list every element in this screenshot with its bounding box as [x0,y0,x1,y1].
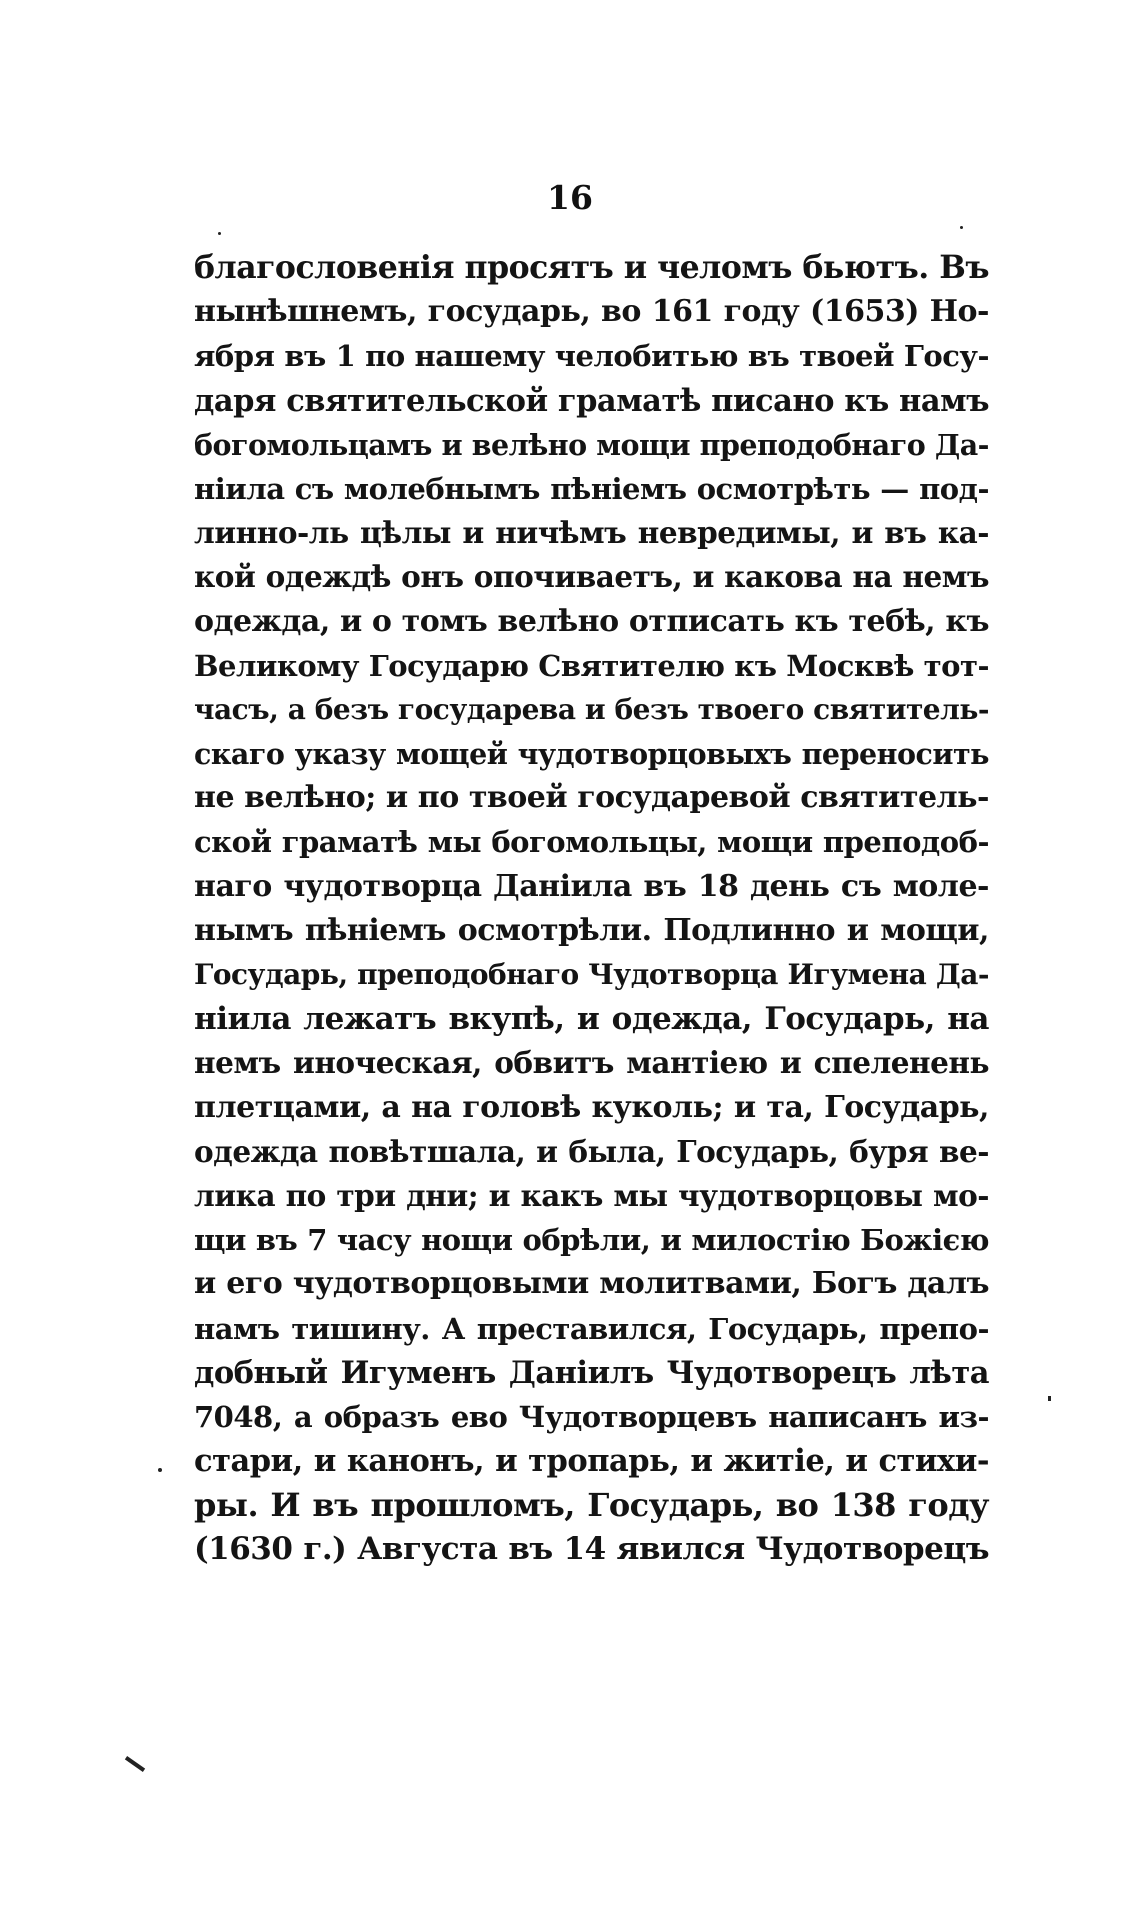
text-line: благословенія просятъ и челомъ бьютъ. Въ [194,249,989,286]
scan-mark [125,1756,145,1772]
text-line: ры. И въ прошломъ, Государь, во 138 году [194,1486,989,1525]
text-line: лика по три дни; и какъ мы чудотворцовы мо- [194,1177,989,1213]
text-line: одежда, и о томъ велѣно отписать къ тебѣ, къ [194,603,989,639]
text-line: скаго указу мощей чудотворцовыхъ переносить [194,737,989,772]
text-line: добный Игуменъ Даніилъ Чудотворецъ лѣта [194,1354,989,1391]
text-line: щи въ 7 часу нощи обрѣли, и милостію Божією [194,1223,989,1258]
text-line: одежда повѣтшала, и была, Государь, буря ве- [194,1133,989,1169]
text-line: нымъ пѣніемъ осмотрѣли. Подлинно и мощи, [194,912,989,948]
text-line: ября въ 1 по нашему челобитью въ твоей Госу- [194,339,989,374]
text-line: плетцами, а на головѣ куколь; и та, Государь, [194,1089,989,1125]
text-line: кой одеждѣ онъ опочиваетъ, и какова на немъ [194,559,989,595]
text-line: стари, и канонъ, и тропарь, и житіе, и стихи- [194,1443,989,1480]
page-number: 16 [547,178,593,217]
text-line: Государь, преподобнаго Чудотворца Игумена Да- [194,958,989,991]
text-line: даря святительской граматѣ писано къ намъ [194,382,989,419]
text-line: 7048, а образъ ево Чудотворцевъ написанъ из- [194,1399,989,1434]
text-line: наго чудотворца Даніила въ 18 день съ моле- [194,868,989,904]
text-line: намъ тишину. А преставился, Государь, препо- [194,1311,989,1346]
text-line: ніила лежатъ вкупѣ, и одежда, Государь, на [194,1001,989,1038]
text-line: Великому Государю Святителю къ Москвѣ тот- [194,648,989,683]
text-line: богомольцамъ и велѣно мощи преподобнаго Да- [194,427,989,462]
text-line: не велѣно; и по твоей государевой святитель- [194,780,989,816]
text-line: линно-ль цѣлы и ничѣмъ невредимы, и въ ка- [194,515,989,551]
scan-speck [218,232,221,235]
text-line: немъ иноческая, обвитъ мантіею и спеленень [194,1045,989,1081]
text-line: (1630 г.) Августа въ 14 явился Чудотворецъ [194,1531,989,1568]
text-line: нынѣшнемъ, государь, во 161 году (1653) Но- [194,294,989,330]
scan-speck [1048,1396,1051,1401]
scan-speck [960,226,963,229]
body-text [194,246,989,1572]
text-line: ской граматѣ мы богомольцы, мощи преподоб- [194,825,989,860]
text-line: ніила съ молебнымъ пѣніемъ осмотрѣть — под- [194,471,989,506]
scan-speck [158,1468,162,1472]
text-line: часъ, а безъ государева и безъ твоего святитель- [194,692,989,726]
text-line: и его чудотворцовыми молитвами, Богъ далъ [194,1266,989,1302]
